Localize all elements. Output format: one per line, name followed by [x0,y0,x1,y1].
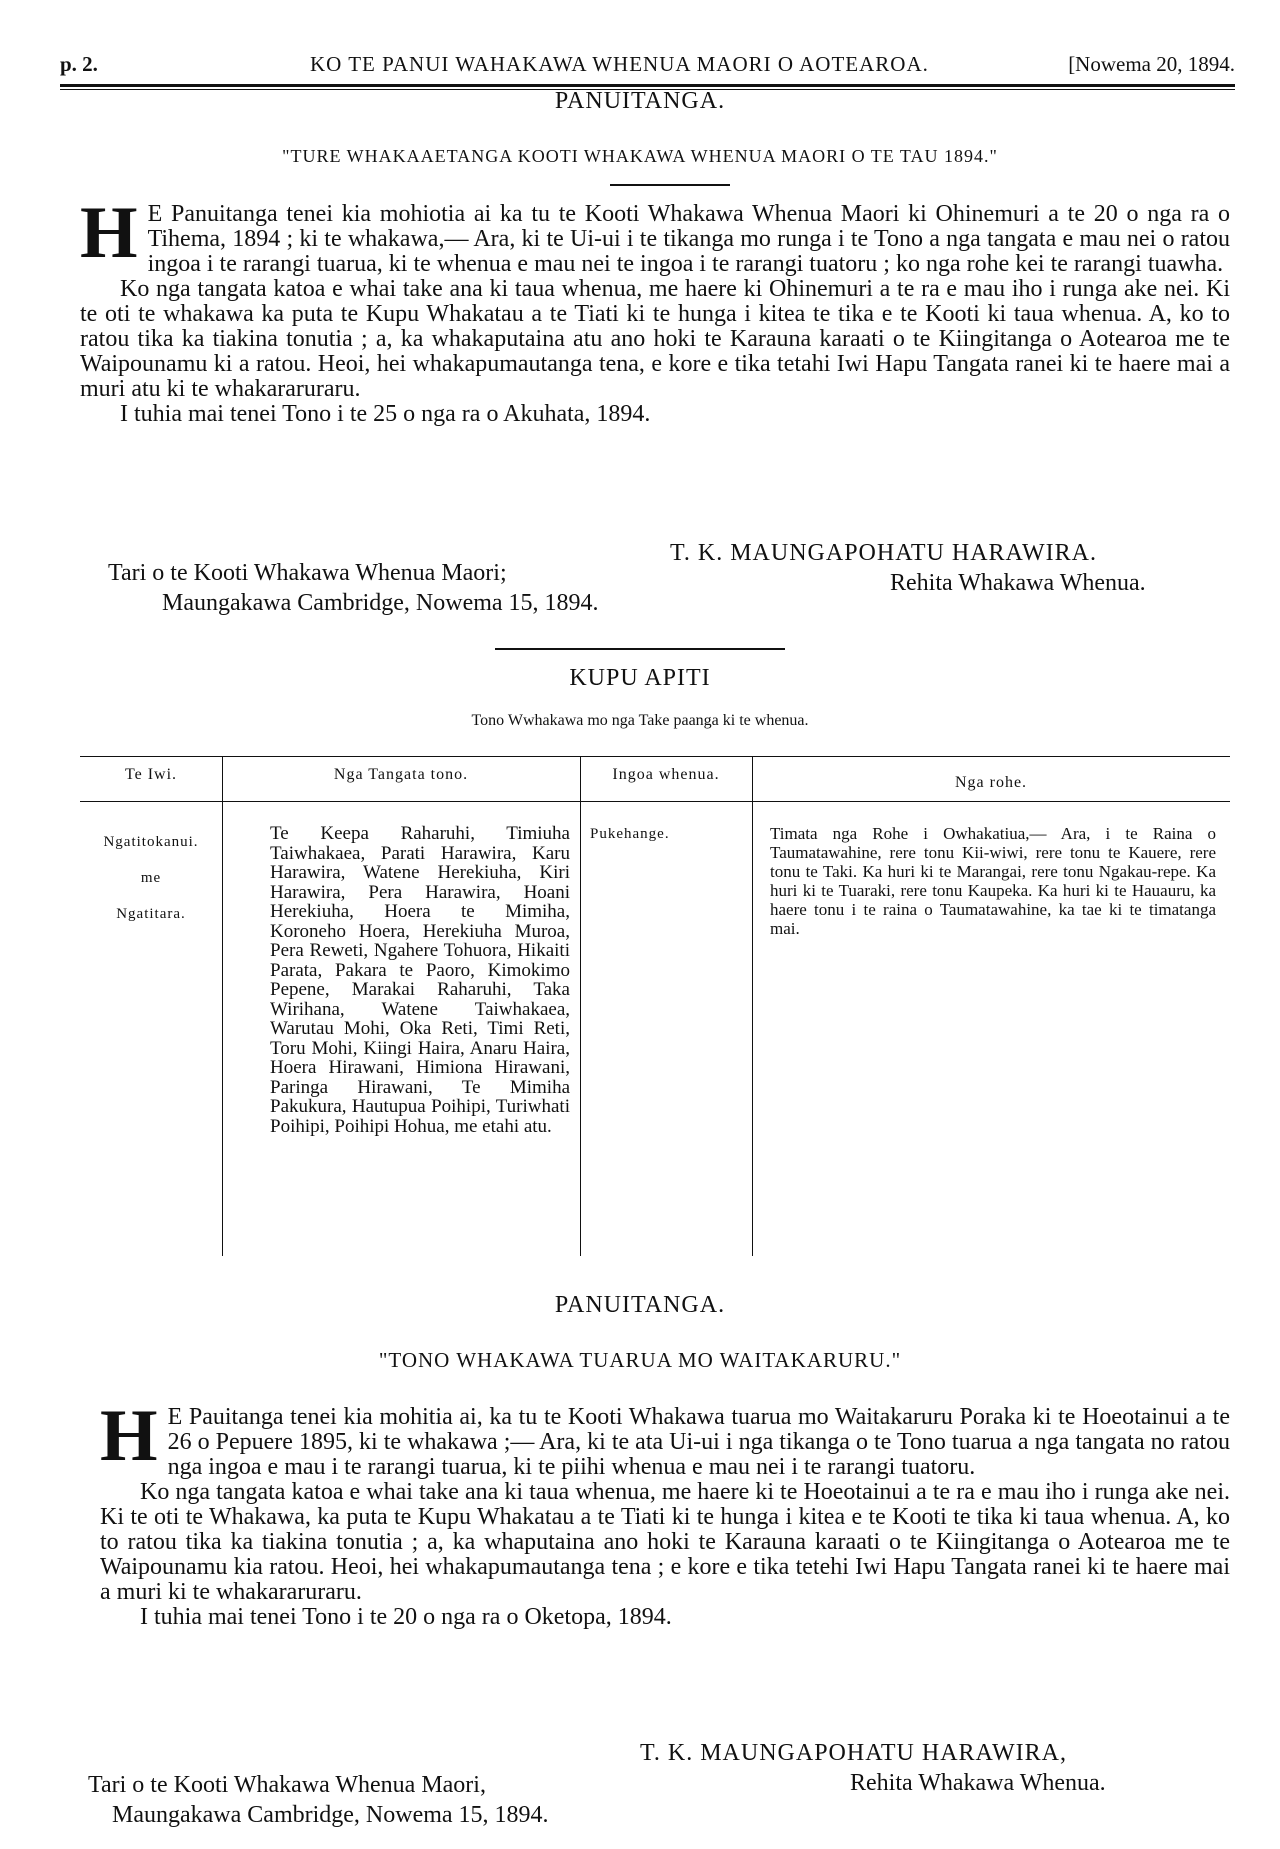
iwi-line: Ngatitokanui. [103,834,199,850]
iwi-line: Ngatitara. [116,906,186,922]
notice1-signatory-title: Rehita Whakawa Whenua. [890,570,1146,596]
notice2-place-date: Maungakawa Cambridge, Nowema 15, 1894. [112,1802,549,1828]
schedule-subtitle: Tono Wwhakawa mo nga Take paanga ki te whenua. [471,712,809,729]
notice2-title: PANUITANGA. [554,1292,726,1318]
notice2-dropcap: H [100,1395,158,1477]
notice1-office: Tari o te Kooti Whakawa Whenua Maori; [108,560,507,586]
notice2-signatory: T. K. MAUNGAPOHATU HARAWIRA, [640,1740,1067,1766]
column-header-land-name: Ingoa whenua. [612,766,720,783]
column-divider [222,756,223,1256]
table-header-rule [80,801,1230,802]
cell-boundaries: Timata nga Rohe i Owhakatiua,— Ara, i te Raina o Taumatawahine, rere tonu Kii-wiwi, rere tonu te Kauere, rere tonu te Taki. Ka huri ki te Marangai, rere tonu Ngakau-repe. Ka huri ki te Tuaraki, rere tonu Kaupeka. Ka huri ki te Hauauru, ka haere tonu i te raina o Taumatawahine, ka tae ki te timatanga mai. [770,824,1216,938]
issue-date: [Nowema 20, 1894. [1068,52,1235,76]
cell-iwi [84,824,218,932]
notice1-paragraph-2: Ko nga tangata katoa e whai take ana ki taua whenua, me haere ki Ohinemuri a te ra e mau iho i runga ake nei. Ki te oti te whakawa ka puta te Kupu Whakatau a te Tiati ki te hunga i kitea te tika e te Kooti ki taua whenua. A, ko to ratou tika ka tiakina tonutia ; a, ka whakaputaina atu ano hoki te Karauna karaati o te Kiingitanga o Aotearoa me te Waipounamu ki a ratou. Heoi, hei whakapumautanga tena, e kore e tika tetahi Iwi Hapu Tangata ranei ki te haere mai a muri atu ki te whakararuraru. [80,276,1230,402]
column-header-iwi: Te Iwi. [124,766,178,783]
notice2-subtitle: "TONO WHAKAWA TUARUA MO WAITAKARURU." [378,1348,902,1372]
notice1-subtitle: "TURE WHAKAAETANGA KOOTI WHAKAWA WHENUA MAORI O TE TAU 1894." [282,146,998,166]
newspaper-title: KO TE PANUI WAHAKAWA WHENUA MAORI O AOTEAROA. [310,52,929,76]
schedule-table [80,756,1230,1264]
notice2-paragraph-2: Ko nga tangata katoa e whai take ana ki taua whenua, me haere ki te Hoeotainui a te ra e mau iho i runga ake nei. Ki te oti te Whakawa, ka puta te Kupu Whakatau a te Tiati ki te hunga i kitea e te Kooti te tika ki taua whenua. A, ko to ratou tika ka tiakina tonutia ; a, ka whaputaina ano hoki te Karauna karaati o te Kiingitanga o Aotearoa me te Waipounamu kia ratou. Heoi, hei whakapumautanga tena ; e kore e tika tetehi Iwi Hapu Tangata ranei ki te haere mai a muri ki te whakararuraru. [100,1479,1230,1605]
table-top-rule [80,756,1230,757]
notice2-office: Tari o te Kooti Whakawa Whenua Maori, [88,1772,486,1798]
page-header [60,52,1235,82]
notice2-paragraph-1: E Pauitanga tenei kia mohitia ai, ka tu te Kooti Whakawa tuarua mo Waitakaruru Poraka ki te Hoeotainui a te 26 o Pepuere 1895, ki te whakawa ;— Ara, ki te ata Ui-ui i nga tikanga o te Tono tuarua a nga tangata no ratou nga ingoa e mau i te rarangi tuarua, ki te piihi whenua e mau nei i te rarangi tuatoru. [167,1404,1230,1480]
column-header-applicants: Nga Tangata tono. [333,766,469,783]
notice1-paragraph-1: E Panuitanga tenei kia mohiotia ai ka tu te Kooti Whakawa Whenua Maori ki Ohinemuri a te 20 o nga ra o Tihema, 1894 ; ki te whakawa,— Ara, ki te Ui-ui i te tikanga mo runga i te Tono a nga tangata e mau nei o ratou ingoa i te rarangi tuarua, ki te whenua e mau nei te ingoa i te rarangi tuatoru ; ko nga rohe kei te rarangi tuawha. [147,201,1230,277]
cell-applicants: Te Keepa Raharuhi, Timiuha Taiwhakaea, Parati Harawira, Karu Harawira, Watene Herekiuha, Kiri Harawira, Pera Harawira, Hoani Herekiuha, Hoera te Mimiha, Koroneho Hoera, Herekiuha Muroa, Pera Reweti, Ngahere Tohuora, Hikaiti Parata, Pakara te Paoro, Kimokimo Pepene, Marakai Raharuhi, Taka Wirihana, Watene Taiwhakaea, Warutau Mohi, Oka Reti, Timi Reti, Toru Mohi, Kiingi Haira, Anaru Haira, Hoera Hirawani, Himiona Hirawani, Paringa Hirawani, Te Mimiha Pakukura, Hautupua Poihipi, Turiwhati Poihipi, Poihipi Hohua, me etahi atu. [270,823,570,1137]
cell-land-name: Pukehange. [590,826,670,842]
column-header-boundaries: Nga rohe. [954,774,1028,791]
page-number: p. 2. [60,52,98,76]
notice2-signatory-title: Rehita Whakawa Whenua. [850,1770,1106,1796]
notice1-signatory: T. K. MAUNGAPOHATU HARAWIRA. [670,540,1097,566]
column-divider [752,756,753,1256]
section-divider-1 [495,648,785,650]
notice2-dated: I tuhia mai tenei Tono i te 20 o nga ra o Oketopa, 1894. [140,1604,672,1630]
iwi-line: me [140,870,162,886]
notice1-place-date: Maungakawa Cambridge, Nowema 15, 1894. [162,590,599,616]
notice1-subtitle-rule [610,184,730,186]
column-divider [580,756,581,1256]
notice1-dropcap: H [80,192,138,274]
schedule-title: KUPU APITI [569,665,711,691]
notice1-title: PANUITANGA. [554,88,726,114]
notice1-dated: I tuhia mai tenei Tono i te 25 o nga ra o Akuhata, 1894. [120,401,651,427]
notice2-body [100,1395,1230,1630]
header-rule [60,84,1235,87]
notice1-body [80,192,1230,427]
